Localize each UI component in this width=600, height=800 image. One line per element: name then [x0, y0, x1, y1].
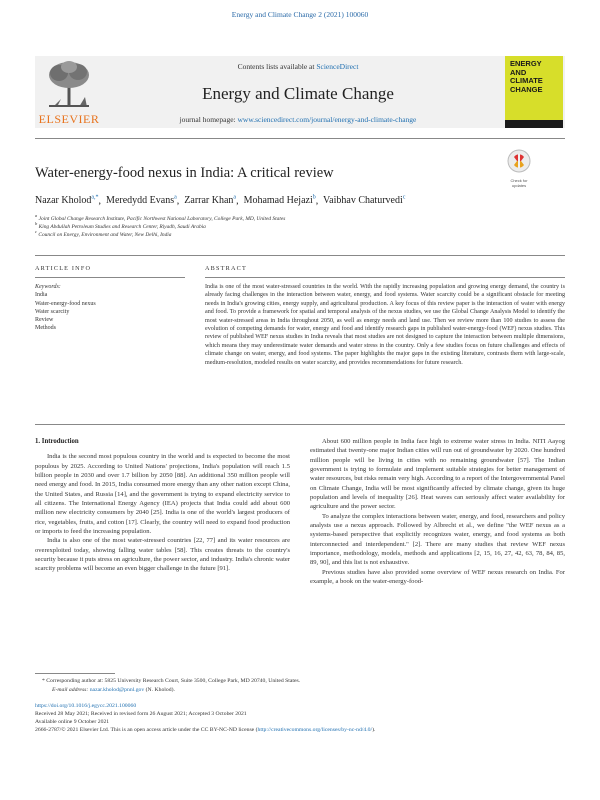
- doi-link[interactable]: https://doi.org/10.1016/j.egycc.2021.100060: [35, 703, 137, 709]
- header-divider: [35, 138, 565, 139]
- keywords-label: Keywords:: [35, 284, 61, 290]
- body-paragraph: About 600 million people in India face high to extreme water stress in India. NITI Aayog estimated that twenty-one major Indian cities will run out of groundwater by 2020. One hundred million people will be living in cities with no remaining groundwater [57]. The Indian government is trying to formulate and implement suitable strategies for better management of water resources, but risks remain very high. According to a report of the Intergovernmental Panel on Climate Change, India will be most significantly affected by climate change, given its huge population and levels of inequality [26]. Heat waves can seriously affect water availability for agriculture and the power sector.: [310, 438, 565, 511]
- elsevier-logo[interactable]: [35, 56, 103, 128]
- footnote-divider: [35, 673, 115, 674]
- keywords-block: [35, 283, 185, 333]
- body-paragraph: Previous studies have also provided some overview of WEF nexus research on India. For example, a book on the water-energy-food-: [310, 568, 565, 586]
- contents-line: [103, 62, 493, 71]
- body-left-column: [35, 437, 290, 574]
- cover-title-line: ENERGY: [510, 59, 542, 68]
- keyword: Review: [35, 317, 54, 324]
- affiliation: $^c$ Council on Energy, Environment and Water, New Delhi, India: [35, 229, 172, 238]
- section-heading: 1. Introduction: [35, 438, 79, 445]
- affiliation: $^b$ King Abdullah Petroleum Studies and Research Center, Riyadh, Saudi Arabia: [35, 221, 206, 230]
- article-info-heading: ARTICLE INFO: [35, 265, 92, 272]
- author[interactable]: Zarrar Khan$^a$: [184, 195, 237, 207]
- email-label: E-mail address:: [52, 687, 89, 693]
- body-right-column: [310, 437, 565, 587]
- cover-title: [510, 60, 543, 94]
- cover-bottom-bar: [505, 120, 563, 128]
- article-title: Water-energy-food nexus in India: A critical review: [35, 165, 334, 181]
- contents-prefix: Contents lists available at: [237, 62, 315, 71]
- homepage-prefix: journal homepage:: [179, 115, 236, 124]
- body-paragraph: India is also one of the most water-stressed countries [22, 77] and its water resources are overexploited today, showing falling water tables [58]. This creates threats to the country's security because it puts stress on agriculture, the power sector, and industry. India's chronic water scarcity problems will become an even bigger challenge in the future [91].: [35, 537, 290, 573]
- author[interactable]: Vaibhav Chaturvedi$^c$: [323, 195, 406, 207]
- author[interactable]: Meredydd Evans$^a$: [106, 195, 177, 207]
- cover-title-line: CLIMATE: [510, 76, 543, 85]
- homepage-link[interactable]: www.sciencedirect.com/journal/energy-and-climate-change: [237, 115, 417, 124]
- article-info-divider: [35, 277, 185, 278]
- affiliation-divider: [35, 255, 565, 256]
- cover-title-line: AND: [510, 67, 527, 77]
- author-list: Nazar Kholod$^{a,*}$, Meredydd Evans$^a$, Zarrar Khan$^a$, Mohamad Hejazi$^b$, Vaibhav Chaturvedi$^c$: [35, 195, 406, 207]
- author[interactable]: Mohamad Hejazi$^b$: [243, 195, 316, 207]
- email-link[interactable]: nazar.kholod@pnnl.gov: [89, 687, 145, 693]
- journal-cover[interactable]: [505, 56, 563, 128]
- keyword: Water-energy-food nexus: [35, 300, 96, 307]
- sciencedirect-link[interactable]: ScienceDirect: [316, 62, 359, 71]
- publisher-name: ELSEVIER: [38, 112, 100, 126]
- history-note: Received 28 May 2021; Received in revised form 26 August 2021; Accepted 3 October 2021: [35, 711, 247, 717]
- corresponding-author-note: * Corresponding author at: 5825 University Research Court, Suite 3500, College Park, MD 20740, United States.: [42, 678, 301, 684]
- elsevier-tree-icon: [43, 59, 95, 109]
- abstract-bottom-divider: [35, 424, 565, 425]
- keyword: Water scarcity: [35, 308, 70, 315]
- abstract-text: India is one of the most water-stressed countries in the world. With the rapidly increasing population and growing energy demand, the country is already facing challenges in the interaction between water, energy, and food systems. Water scarcity could be a significant obstacle for meeting needs in India's growing cities, energy supply, and agricultural production. A key focus of this review paper is the interaction of water with energy and food. To provide a framework for spatial and temporal analysis of the nexus studies, we use the Global Change Analysis Model to identify the most water-stressed areas in India throughout 2050, as well as energy needs and land use. Then we review more than 100 studies to assess the evolution of competing demands for water, energy and food and identify research gaps in published water-energy-food (WEF) nexus studies. This review of published WEF nexus studies in India reveals that most studies are not designed to capture the interaction between multiple dimensions, which means they may underestimate water demands and water stress in the country. Only a few studies focus on future challenges and effects of climate change on water, energy, and food systems. The paper highlights the major gaps in the existing literature, contrasts them with large-scale, medium-resolution, modeled results on water scarcity, and provides recommendations for future research.: [205, 284, 565, 366]
- cover-title-line: CHANGE: [510, 84, 543, 94]
- email-suffix: (N. Kholod).: [145, 687, 175, 693]
- body-paragraph: To analyze the complex interactions between water, energy, and food, researchers and policy analysts use a nexus approach. Followed by Albrecht et al., we define "the WEF nexus as a systems-based perspective that explicitly recognizes water, energy, and food systems as both interconnected and interdependent." [2]. There are many studies that review WEF nexus importance, methodology, models, methods and applications [2, 15, 16, 27, 42, 63, 78, 84, 85, 89, 90], and this list is not exhaustive.: [310, 512, 565, 567]
- available-online-note: Available online 9 October 2021: [35, 719, 110, 725]
- abstract-heading: ABSTRACT: [205, 265, 247, 272]
- keyword: Methods: [35, 325, 56, 332]
- journal-homepage: [103, 115, 493, 124]
- check-for-updates-badge[interactable]: [506, 148, 532, 188]
- check-updates-label: Check for updates: [510, 178, 528, 188]
- email-note: [52, 687, 582, 694]
- keyword: India: [35, 292, 48, 299]
- check-updates-icon: [506, 148, 532, 174]
- license-link[interactable]: http://creativecommons.org/licenses/by-nc-nd/4.0/: [257, 727, 373, 733]
- license-note: 2666-2787/© 2021 Elsevier Ltd. This is an open access article under the CC BY-NC-ND license (http://creativecommons.org/licenses/by-nc-nd/4.0/).: [35, 727, 376, 733]
- journal-name: Energy and Climate Change: [202, 84, 394, 103]
- author[interactable]: Nazar Kholod$^{a,*}$: [35, 195, 99, 207]
- body-paragraph: India is the second most populous country in the world and is expected to become the most populous by 2025. According to United Nations' projections, India's population will reach 1.5 billion people in 2030 and over 1.7 billion by 2050 [88]. An additional 350 million people will need energy and food. In 2015, India consumed more energy than any other nation except China, the United States, and Russia [14], and the government is trying to expand electricity service to all citizens. The International Energy Agency (IEA) projects that India could add about 600 million new electricity consumers by 2040 [25]. India is one of the world's largest producers of rice, vegetables, fruits, and cotton [17]. Clearly, the country will need to expand food production or imports to feed the increasing population.: [35, 453, 290, 536]
- abstract-divider: [205, 277, 565, 278]
- affiliation: $^a$ Joint Global Change Research Institute, Pacific Northwest National Laboratory, College Park, MD, United States: [35, 213, 286, 222]
- journal-reference[interactable]: Energy and Climate Change 2 (2021) 100060: [231, 10, 369, 19]
